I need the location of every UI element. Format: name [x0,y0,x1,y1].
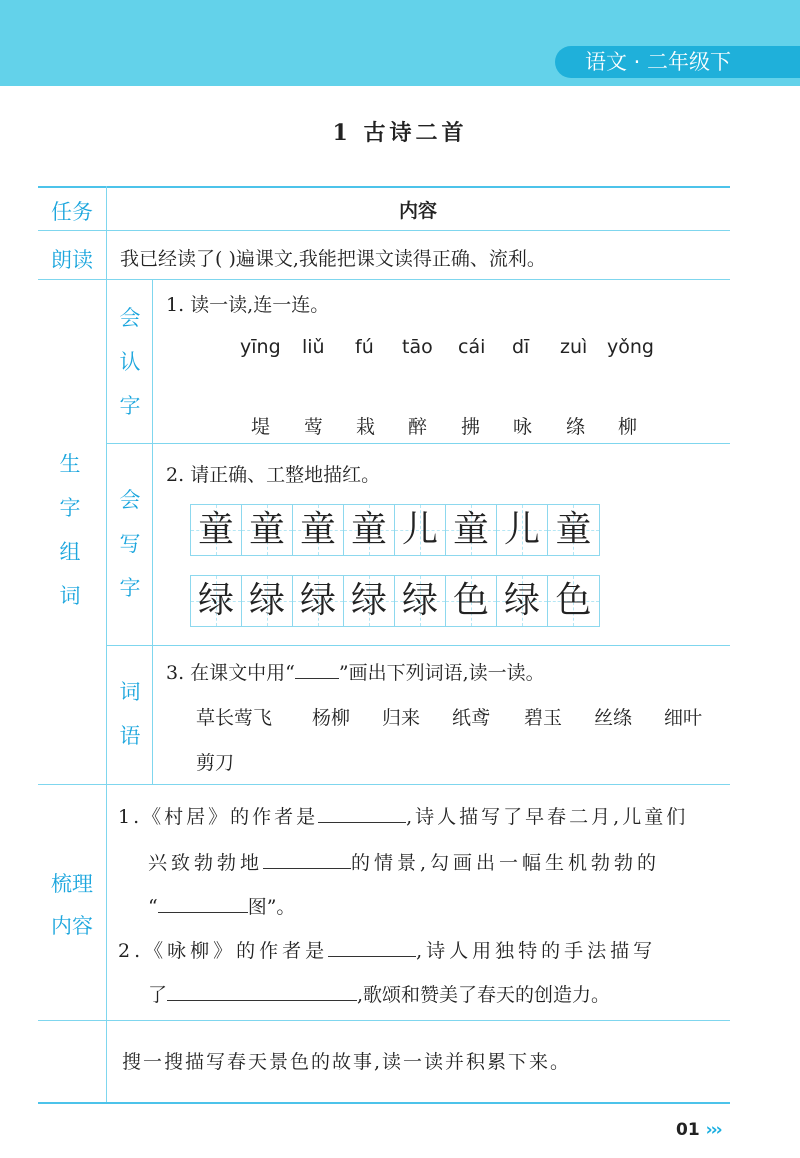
top-header-band [0,0,800,86]
word-item: 细叶 [664,707,703,729]
ciyu-char: 语 [119,724,141,748]
pinyin-item: yǒng [607,336,654,358]
trace-char: 绿 [503,580,540,621]
trace-char: 童 [555,509,592,550]
shuli-text: 1.《村居》的作者是 [118,806,319,828]
shuli-text: ,诗人用独特的手法描写 [416,940,657,962]
shengzi-char: 组 [59,540,81,564]
trace-char: 绿 [350,580,387,621]
trace-char: 绿 [299,580,336,621]
question-3-start: 3. 在课文中用“ [166,662,295,684]
shuli-label-2: 内容 [51,914,93,938]
huixiezi-char: 写 [119,532,141,556]
shuli-line-3 [148,892,295,919]
char-item: 拂 [461,416,481,438]
divider [106,645,730,646]
table-bottom-border [38,1102,730,1104]
shuli-text: ,诗人描写了早春二月,儿童们 [406,806,689,828]
shuli-text: 兴致勃勃地 [148,852,264,874]
pinyin-item: yīng [240,336,281,358]
word-item: 剪刀 [196,752,235,774]
shuli-line-2 [148,848,660,875]
trace-char: 童 [248,509,285,550]
col-content-header: 内容 [398,200,437,222]
shengzi-char: 字 [59,496,81,520]
divider [38,279,730,280]
char-item: 柳 [618,416,638,438]
fill-blank[interactable] [167,982,357,1001]
huirenzi-char: 会 [119,306,141,330]
fill-blank[interactable] [158,894,248,913]
trace-char: 童 [350,509,387,550]
divider [38,784,730,785]
shuli-text: 了 [148,984,168,1006]
word-item: 纸鸢 [452,707,491,729]
word-item: 归来 [382,707,421,729]
tracing-grid-row-1 [190,504,600,556]
ciyu-char: 词 [119,680,141,704]
trace-char: 绿 [197,580,234,621]
shengzi-char: 生 [59,452,81,476]
read-text: 我已经读了( )遍课文,我能把课文读得正确、流利。 [120,248,546,270]
trace-char: 绿 [401,580,438,621]
page-number [676,1120,721,1140]
trace-char: 儿 [401,509,438,550]
tracing-grid-row-2 [190,575,600,627]
shuli-line-4 [118,936,656,963]
column-divider [152,279,153,784]
shuli-line-1 [118,802,688,829]
word-item: 杨柳 [312,707,351,729]
underline-blank [295,660,339,679]
pinyin-item: liǔ [302,336,325,358]
divider [38,1020,730,1021]
huirenzi-char: 字 [119,394,141,418]
shuli-text: ,歌颂和赞美了春天的创造力。 [357,984,611,1006]
subject-grade-tag: 语文 · 二年级下 [555,46,800,78]
trace-char: 色 [555,580,592,621]
pinyin-item: fú [355,336,374,358]
col-task-header: 任务 [51,200,93,224]
trace-char: 童 [299,509,336,550]
char-item: 栽 [356,416,376,438]
shuli-line-5 [148,980,610,1007]
word-item: 草长莺飞 [196,707,273,729]
huixiezi-char: 字 [119,576,141,600]
shuli-text: “ [148,896,158,918]
shuli-text: 的情景,勾画出一幅生机勃勃的 [351,852,661,874]
lesson-title: 1 古诗二首 [332,120,468,146]
pinyin-item: tāo [402,336,433,358]
divider [38,230,730,231]
char-item: 咏 [513,416,533,438]
huixiezi-char: 会 [119,488,141,512]
extra-task: 搜一搜描写春天景色的故事,读一读并积累下来。 [122,1051,572,1073]
shuli-label-1: 梳理 [51,872,93,896]
char-item: 绦 [566,416,586,438]
page-number-text: 01 [676,1120,700,1140]
trace-char: 儿 [503,509,540,550]
word-item: 丝绦 [594,707,633,729]
pinyin-item: dī [512,336,530,358]
fill-blank[interactable] [263,850,351,869]
pinyin-item: cái [458,336,486,358]
question-3-end: ”画出下列词语,读一读。 [338,662,545,684]
fill-blank[interactable] [318,804,406,823]
char-item: 醉 [408,416,428,438]
question-3 [166,658,545,685]
column-divider [106,186,107,1102]
fill-blank[interactable] [328,938,416,957]
huirenzi-char: 认 [119,350,141,374]
shengzi-char: 词 [59,584,81,608]
trace-char: 绿 [248,580,285,621]
question-2: 2. 请正确、工整地描红。 [166,464,381,486]
trace-char: 童 [452,509,489,550]
chevron-right-icon: ››› [705,1120,721,1140]
shuli-text: 图”。 [247,896,296,918]
divider [106,443,730,444]
char-item: 堤 [251,416,271,438]
read-label: 朗读 [51,248,93,272]
pinyin-item: zuì [560,336,588,358]
table-top-border [38,186,730,188]
trace-char: 色 [452,580,489,621]
shuli-text: 2.《咏柳》的作者是 [118,940,329,962]
word-item: 碧玉 [524,707,563,729]
question-1: 1. 读一读,连一连。 [166,294,330,316]
trace-char: 童 [197,509,234,550]
char-item: 莺 [304,416,324,438]
